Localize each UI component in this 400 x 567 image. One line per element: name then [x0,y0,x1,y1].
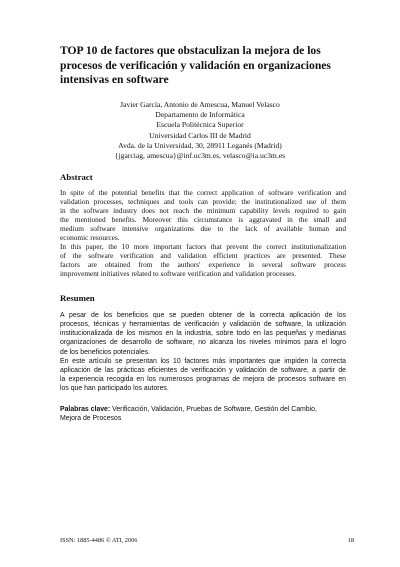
abstract-heading: Abstract [60,172,93,182]
keywords-label: Palabras clave: [60,406,111,413]
abstract-line: medium software intensive organizations due to the lack of available human and [60,224,346,234]
resumen-line: institucionalizada de los mismos en la industria, sobre todo en las pequeñas y medianas [60,330,346,338]
resumen-line: de los beneficios potenciales. [60,348,151,356]
resumen-line: En este artículo se presentan los 10 factores más importantes que impiden la correcta [60,357,346,365]
abstract-line: of the software verification and validation efficient practices are presented. These [60,251,346,261]
keywords [60,405,346,423]
authors-line: Javier García, Antonio de Amescua, Manuel Velasco [120,100,280,109]
resumen-line: los que han participado los autores. [60,385,169,393]
footer-issn: ISSN: 1885-4486 © ATI, 2006 [60,537,138,544]
resumen-line: organizaciones de desarrollo de software, no alcanza los niveles mínimos para el logro [60,339,346,347]
department-line: Departamento de Informática [155,110,245,120]
title-line: TOP 10 de factores que obstaculizan la mejora de los [60,44,321,57]
abstract-line: economic resources. [60,233,120,243]
resumen-line: aplicación de las prácticas eficientes de verificación y validación de software, a partir de [60,366,346,374]
keywords-text: Mejora de Procesos [60,415,122,423]
title-line: intensivas en software [60,73,169,86]
resumen-heading: Resumen [60,293,95,303]
abstract-line: In this paper, the 10 more important factors that prevent the correct institutionalization [60,242,346,252]
abstract-body [60,188,346,278]
abstract-line: in the software industry does not reach the minimum capability levels required to gain [60,206,346,216]
resumen-line: A pesar de los beneficios que se pueden obtener de la correcta aplicación de los [60,312,346,319]
title-line: procesos de verificación y validación en organizaciones [60,58,331,72]
resumen-line: la experiencia recogida en los numerosos programas de mejora de procesos software en [60,376,346,384]
resumen-body [60,311,346,393]
university-line: Universidad Carlos III de Madrid [149,130,251,140]
abstract-line: improvement initiatives related to software verification and validation processes. [60,269,297,279]
email-line: {jgarciag, amescua}@inf.uc3m.es, velasco@ia.uc3m.es [114,151,286,161]
resumen-line: procesos, técnicas y herramientas de verificación y validación de software, la utilización [60,321,346,329]
abstract-line: In spite of the potential benefits that the correct application of software verification and [60,188,346,197]
author-affiliation-block [40,100,360,161]
page-number: 18 [347,537,354,544]
keywords-text: Verificación, Validación, Pruebas de Software, Gestión del Cambio, [112,406,317,413]
abstract-line: validation processes, techniques and tools can provide; the institutionalized use of them [60,197,346,207]
school-line: Escuela Politécnica Superior [156,120,244,130]
abstract-line: the mentioned benefits. Moreover this circumstance is aggravated in the small and [60,215,346,225]
paper-title [60,44,360,88]
abstract-line: factors are obtained from the authors' experience in several software process [60,260,346,270]
address-line: Avda. de la Universidad, 30, 28911 Leganés (Madrid) [118,140,282,150]
